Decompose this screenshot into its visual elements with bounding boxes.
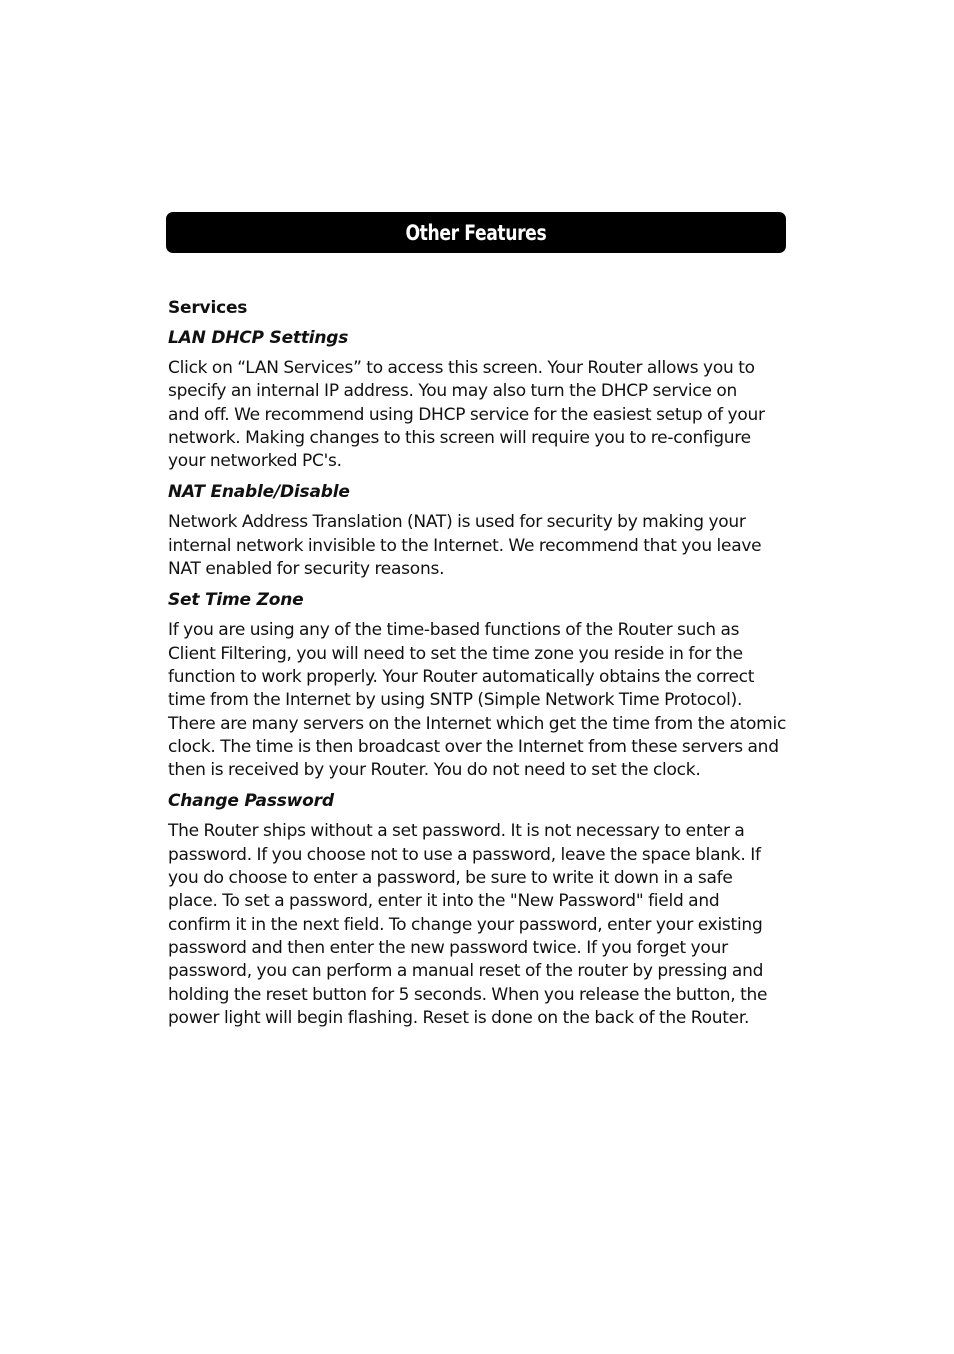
text-line: holding the reset button for 5 seconds. When you release the button, the (168, 984, 768, 1005)
text-line: then is received by your Router. You do not need to set the clock. (168, 760, 701, 781)
text-line: Click on “LAN Services” to access this screen. Your Router allows you to (168, 358, 755, 378)
subsection-heading-nat: NAT Enable/Disable (168, 482, 350, 503)
subsection-heading-change-password: Change Password (168, 791, 334, 812)
page-title: Other Features (405, 220, 547, 245)
paragraph-nat (168, 511, 788, 581)
text-line: password, you can perform a manual reset of the router by pressing and (168, 961, 764, 982)
text-line: internal network invisible to the Internet. We recommend that you leave (168, 535, 762, 556)
text-line: network. Making changes to this screen will require you to re-configure (168, 427, 751, 448)
text-line: The Router ships without a set password. It is not necessary to enter a (168, 821, 745, 842)
text-line: specify an internal IP address. You may also turn the DHCP service on (168, 381, 738, 402)
text-line: you do choose to enter a password, be sure to write it down in a safe (168, 868, 733, 889)
text-line: power light will begin flashing. Reset is done on the back of the Router. (168, 1007, 750, 1028)
text-line: Network Address Translation (NAT) is used for security by making your (168, 512, 746, 533)
text-line: If you are using any of the time-based functions of the Router such as (168, 620, 740, 641)
subsection-heading-time-zone: Set Time Zone (168, 590, 304, 611)
text-line: password and then enter the new password twice. If you forget your (168, 937, 728, 958)
text-line: your networked PC's. (168, 451, 342, 472)
section-title: Services (168, 298, 248, 318)
header-bar (166, 212, 786, 253)
content (168, 296, 788, 1037)
text-line: and off. We recommend using DHCP service for the easiest setup of your (168, 404, 765, 425)
paragraph-lan-dhcp (168, 357, 788, 473)
text-line: function to work properly. Your Router automatically obtains the correct (168, 666, 755, 687)
paragraph-time-zone (168, 619, 788, 782)
text-line: confirm it in the next field. To change your password, enter your existing (168, 914, 763, 935)
subsection-heading-lan-dhcp: LAN DHCP Settings (168, 328, 349, 348)
text-line: Client Filtering, you will need to set the time zone you reside in for the (168, 643, 743, 664)
paragraph-change-password (168, 820, 788, 1030)
text-line: password. If you choose not to use a password, leave the space blank. If (168, 844, 761, 865)
text-line: time from the Internet by using SNTP (Simple Network Time Protocol). (168, 690, 743, 711)
text-line: There are many servers on the Internet which get the time from the atomic (168, 713, 787, 734)
text-line: NAT enabled for security reasons. (168, 559, 445, 580)
text-line: clock. The time is then broadcast over the Internet from these servers and (168, 736, 779, 757)
text-line: place. To set a password, enter it into the "New Password" field and (168, 891, 720, 912)
